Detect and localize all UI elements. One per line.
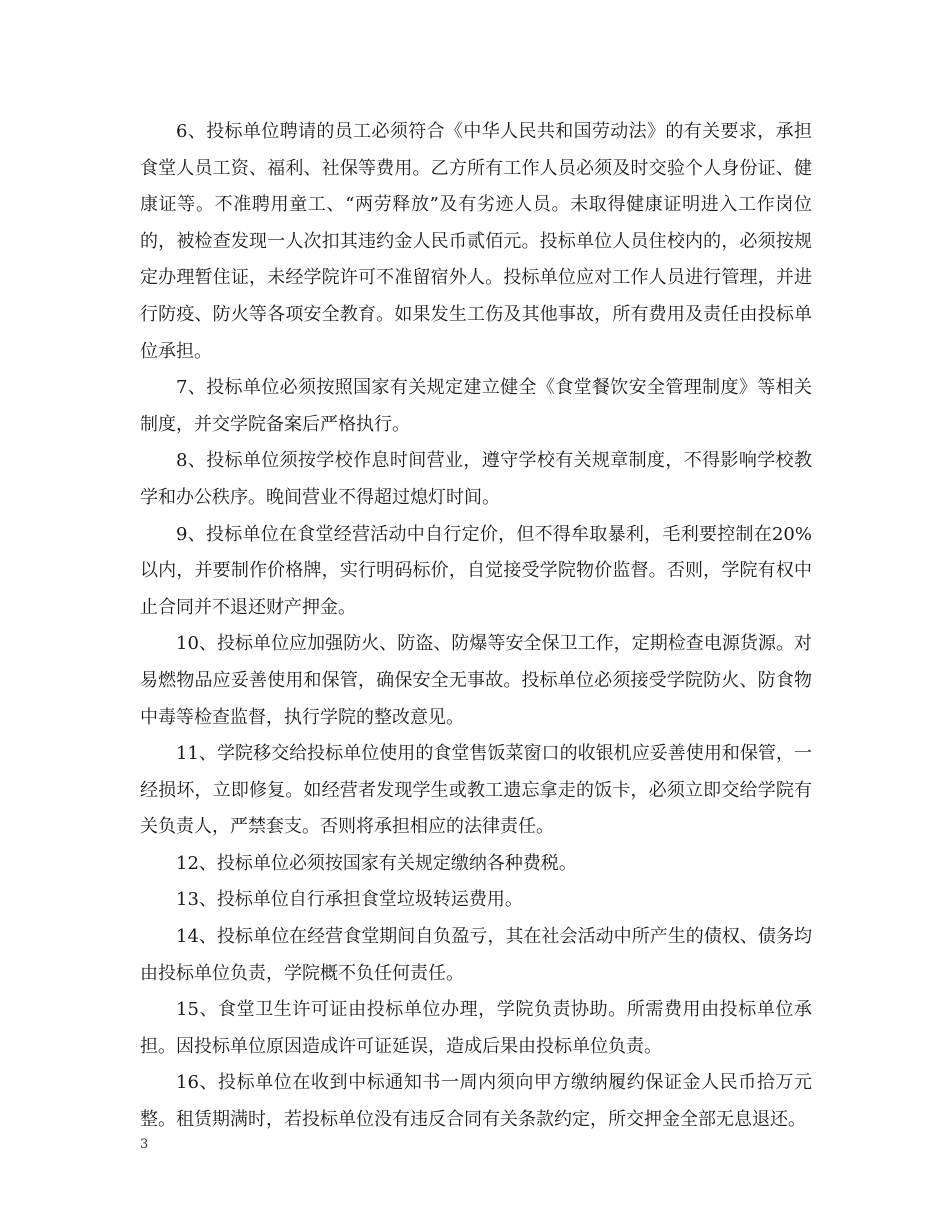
clause-16: 16、投标单位在收到中标通知书一周内须向甲方缴纳履约保证金人民币拾万元整。租赁期满时，若投标单位没有违反合同有关条款约定，所交押金全部无息退还。 (140, 1072, 812, 1131)
page-number: 3 (140, 1137, 149, 1152)
clause-10: 10、投标单位应加强防火、防盗、防爆等安全保卫工作，定期检查电源货源。对易燃物品应妥善使用和保管，确保安全无事故。投标单位必须接受学院防火、防食物中毒等检查监督，执行学院的整改意见。 (140, 633, 812, 728)
document-body (140, 114, 812, 1139)
clause-12: 12、投标单位必须按国家有关规定缴纳各种费税。 (176, 852, 577, 874)
clause-7: 7、投标单位必须按照国家有关规定建立健全《食堂餐饮安全管理制度》等相关制度，并交学院备案后严格执行。 (140, 377, 812, 435)
clause-14: 14、投标单位在经营食堂期间自负盈亏，其在社会活动中所产生的债权、债务均由投标单位负责，学院概不负任何责任。 (140, 926, 812, 984)
clause-13: 13、投标单位自行承担食堂垃圾转运费用。 (176, 889, 523, 911)
clause-11: 11、学院移交给投标单位使用的食堂售饭菜窗口的收银机应妥善使用和保管，一经损坏，立即修复。如经营者发现学生或教工遗忘拿走的饭卡，必须立即交给学院有关负责人，严禁套支。否则将承担相应的法律责任。 (140, 743, 812, 838)
clause-8: 8、投标单位须按学校作息时间营业，遵守学校有关规章制度，不得影响学校教学和办公秩序。晚间营业不得超过熄灯时间。 (140, 450, 812, 508)
clause-6: 6、投标单位聘请的员工必须符合《中华人民共和国劳动法》的有关要求，承担食堂人员工资、福利、社保等费用。乙方所有工作人员必须及时交验个人身份证、健康证等。不准聘用童工、“两劳释放”及有劣迹人员。未取得健康证明进入工作岗位的，被检查发现一人次扣其违约金人民币贰佰元。投标单位人员住校内的，必须按规定办理暂住证，未经学院许可不准留宿外人。投标单位应对工作人员进行管理，并进行防疫、防火等各项安全教育。如果发生工伤及其他事故，所有费用及责任由投标单位承担。 (140, 121, 812, 362)
clause-15: 15、食堂卫生许可证由投标单位办理，学院负责协助。所需费用由投标单位承担。因投标单位原因造成许可证延误，造成后果由投标单位负责。 (140, 999, 812, 1057)
clause-9: 9、投标单位在食堂经营活动中自行定价，但不得牟取暴利，毛利要控制在20%以内，并要制作价格牌，实行明码标价，自觉接受学院物价监督。否则，学院有权中止合同并不退还财产押金。 (140, 523, 812, 618)
